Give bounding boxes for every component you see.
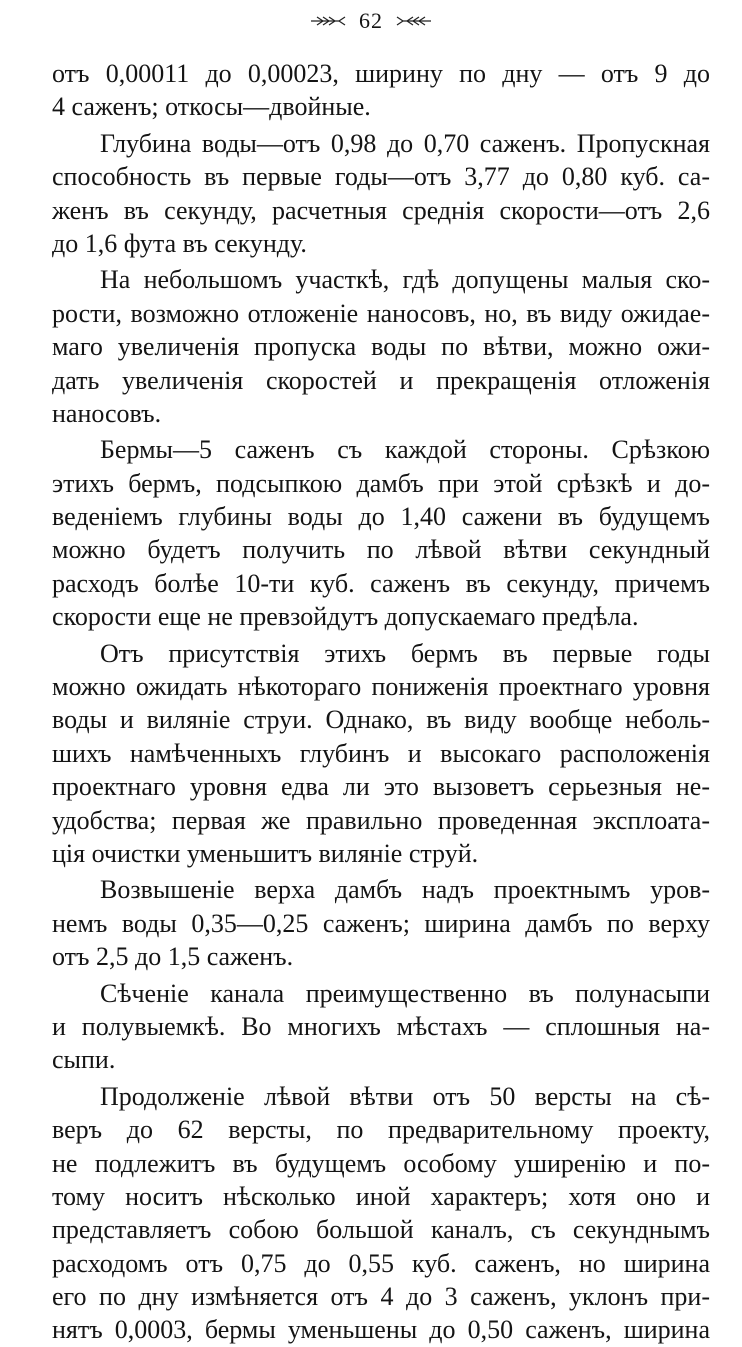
paragraph (52, 637, 710, 871)
paragraph (52, 263, 710, 430)
text-line: наносовъ. (52, 398, 162, 428)
text-line: немъ воды 0,35—0,25 саженъ; ширина дамбъ по верху (52, 908, 710, 938)
text-line: дать увеличенія скоростей и прекращенія отложенія (52, 365, 710, 395)
text-line: 4 саженъ; откосы—двойные. (52, 92, 371, 122)
text-line: не подлежитъ въ будущемъ особому уширенію и по- (52, 1148, 710, 1178)
text-line: На небольшомъ участкѣ, гдѣ допущены малыя ско- (100, 265, 710, 295)
text-line: ція очистки уменьшитъ виляніе струй. (52, 838, 479, 868)
text-line: Возвышеніе верха дамбъ надъ проектнымъ уров- (100, 875, 710, 905)
text-line: Продолженіе лѣвой вѣтви отъ 50 версты на сѣ- (100, 1081, 710, 1111)
page-number: 62 (359, 8, 383, 33)
page-header (0, 8, 742, 34)
paragraph (52, 127, 710, 261)
text-line: расходъ болѣе 10-ти куб. саженъ въ секунду, причемъ (52, 568, 710, 598)
text-line: этихъ бермъ, подсыпкою дамбъ при этой срѣзкѣ и до- (52, 468, 710, 498)
text-line: Сѣченіе канала преимущественно въ полунасыпи (100, 978, 710, 1008)
text-line: воды и виляніе струи. Однако, въ виду вообще неболь- (52, 705, 710, 735)
text-line: маго увеличенія пропуска воды по вѣтви, можно ожи- (52, 332, 710, 362)
text-line: способность въ первые годы—отъ 3,77 до 0,80 куб. са- (52, 162, 710, 192)
text-line: веръ до 62 версты, по предварительному проекту, (52, 1115, 710, 1145)
text-line: проектнаго уровня едва ли это вызоветъ серьезныя не- (52, 772, 710, 802)
text-line: его по дну измѣняется отъ 4 до 3 саженъ, уклонъ при- (52, 1282, 710, 1312)
text-line: отъ 2,5 до 1,5 саженъ. (52, 942, 294, 972)
body-text (52, 57, 710, 1347)
paragraph (52, 57, 710, 124)
paragraph (52, 1080, 710, 1347)
paragraph (52, 873, 710, 973)
text-line: Отъ присутствія этихъ бермъ въ первые годы (100, 638, 710, 668)
text-line: женъ въ секунду, расчетныя среднія скорости—отъ 2,6 (52, 195, 710, 225)
text-line: скорости еще не превзойдутъ допускаемаго предѣла. (52, 602, 639, 632)
text-line: удобства; первая же правильно проведенная эксплоата- (52, 805, 710, 835)
text-line: Глубина воды—отъ 0,98 до 0,70 саженъ. Пропускная (100, 128, 710, 158)
paragraph (52, 977, 710, 1077)
text-line: Бермы—5 саженъ съ каждой стороны. Срѣзкою (100, 435, 710, 465)
left-ornament-icon (309, 14, 349, 28)
text-line: можно ожидать нѣкотораго пониженія проектнаго уровня (52, 672, 710, 702)
paragraph (52, 433, 710, 633)
text-line: и полувыемкѣ. Во многихъ мѣстахъ — сплошныя на- (52, 1011, 710, 1041)
text-line: веденіемъ глубины воды до 1,40 сажени въ будущемъ (52, 502, 710, 532)
text-line: отъ 0,00011 до 0,00023, ширину по дну — отъ 9 до (52, 59, 710, 88)
text-line: можно будетъ получить по лѣвой вѣтви секундный (52, 535, 710, 565)
text-line: сыпи. (52, 1045, 116, 1075)
text-line: до 1,6 фута въ секунду. (52, 228, 307, 258)
text-line: расходомъ отъ 0,75 до 0,55 куб. саженъ, но ширина (52, 1248, 710, 1278)
text-line: шихъ намѣченныхъ глубинъ и высокаго расположенія (52, 738, 710, 768)
text-line: тому носитъ нѣсколько иной характеръ; хотя оно и (52, 1181, 710, 1211)
text-line: нятъ 0,0003, бермы уменьшены до 0,50 саженъ, ширина (52, 1315, 710, 1345)
text-line: представляетъ собою большой каналъ, съ секунднымъ (52, 1215, 710, 1245)
text-line: рости, возможно отложеніе наносовъ, но, въ виду ожидае- (52, 298, 710, 328)
right-ornament-icon (393, 14, 433, 28)
